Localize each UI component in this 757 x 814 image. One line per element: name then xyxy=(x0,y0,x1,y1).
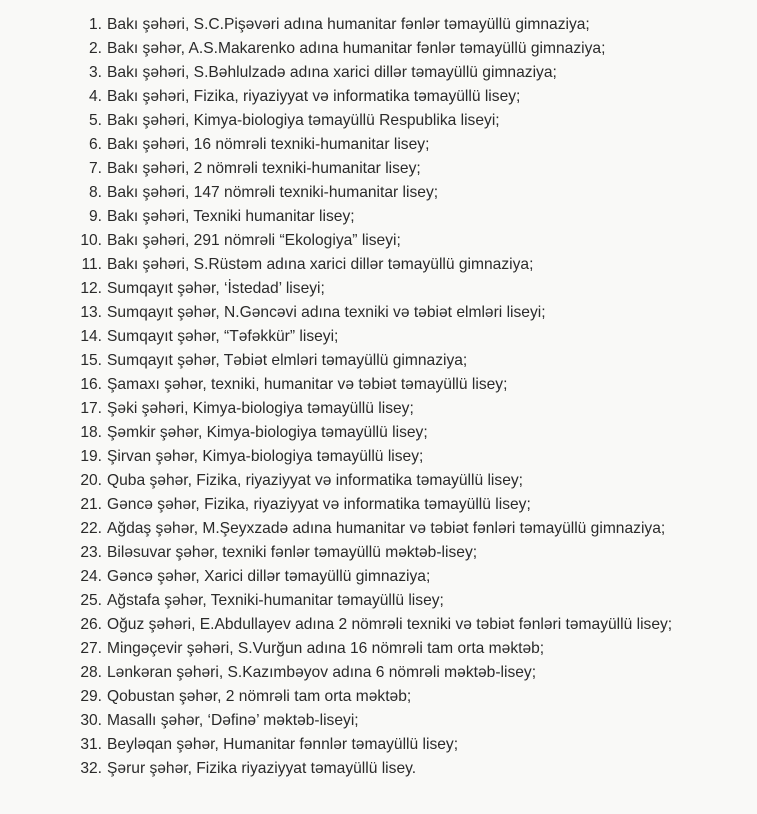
item-number: 24. xyxy=(80,568,102,585)
item-text: Ağdaş şəhər, M.Şeyxzadə adına humanitar və təbiət fənləri təmayüllü gimnaziya; xyxy=(107,520,666,537)
list-item xyxy=(0,445,757,469)
item-text: Bakı şəhəri, S.Bəhlulzadə adına xarici dillər təmayüllü gimnaziya; xyxy=(107,64,557,81)
item-number: 6. xyxy=(88,136,102,153)
item-number: 31. xyxy=(80,736,102,753)
item-text: Şərur şəhər, Fizika riyaziyyat təmayüllü lisey. xyxy=(107,760,417,777)
item-number: 2. xyxy=(88,40,102,57)
list-item xyxy=(0,757,757,781)
list-item xyxy=(0,181,757,205)
list-item xyxy=(0,589,757,613)
item-number: 26. xyxy=(80,616,102,633)
item-text: Beyləqan şəhər, Humanitar fənnlər təmayüllü lisey; xyxy=(107,736,459,753)
item-text: Bakı şəhəri, 291 nömrəli “Ekologiya” liseyi; xyxy=(107,232,401,249)
list-item xyxy=(0,349,757,373)
list-item xyxy=(0,373,757,397)
item-text: Bakı şəhəri, 147 nömrəli texniki-humanitar lisey; xyxy=(107,184,439,201)
list-item xyxy=(0,421,757,445)
item-number: 12. xyxy=(80,280,102,297)
list-item xyxy=(0,13,757,37)
item-text: Biləsuvar şəhər, texniki fənlər təmayüllü məktəb-lisey; xyxy=(107,544,478,561)
list-item xyxy=(0,229,757,253)
list-item xyxy=(0,157,757,181)
list-item xyxy=(0,301,757,325)
item-number: 20. xyxy=(80,472,102,489)
item-number: 5. xyxy=(88,112,102,129)
list-item xyxy=(0,637,757,661)
item-text: Bakı şəhəri, Texniki humanitar lisey; xyxy=(107,208,355,225)
item-number: 13. xyxy=(80,304,102,321)
item-text: Bakı şəhəri, Kimya-biologiya təmayüllü Respublika liseyi; xyxy=(107,112,500,129)
item-number: 22. xyxy=(80,520,102,537)
item-number: 1. xyxy=(88,16,102,33)
item-number: 23. xyxy=(80,544,102,561)
list-item xyxy=(0,253,757,277)
list-item xyxy=(0,205,757,229)
item-number: 25. xyxy=(80,592,102,609)
item-text: Şirvan şəhər, Kimya-biologiya təmayüllü lisey; xyxy=(107,448,424,465)
item-number: 15. xyxy=(80,352,102,369)
item-number: 21. xyxy=(80,496,102,513)
list-item xyxy=(0,397,757,421)
item-text: Şəki şəhəri, Kimya-biologiya təmayüllü lisey; xyxy=(107,400,414,417)
list-item xyxy=(0,613,757,637)
item-text: Masallı şəhər, ‘Dəfinə’ məktəb-liseyi; xyxy=(107,712,359,729)
item-number: 7. xyxy=(88,160,102,177)
list-item xyxy=(0,685,757,709)
item-text: Şamaxı şəhər, texniki, humanitar və təbiət təmayüllü lisey; xyxy=(107,376,508,393)
item-text: Şəmkir şəhər, Kimya-biologiya təmayüllü lisey; xyxy=(107,424,428,441)
list-item xyxy=(0,133,757,157)
item-number: 14. xyxy=(80,328,102,345)
list-item xyxy=(0,325,757,349)
item-number: 16. xyxy=(80,376,102,393)
item-text: Gəncə şəhər, Xarici dillər təmayüllü gimnaziya; xyxy=(107,568,431,585)
list-item xyxy=(0,277,757,301)
item-number: 19. xyxy=(80,448,102,465)
item-text: Bakı şəhəri, 2 nömrəli texniki-humanitar lisey; xyxy=(107,160,421,177)
item-text: Ağstafa şəhər, Texniki-humanitar təmayüllü lisey; xyxy=(107,592,444,609)
item-text: Sumqayıt şəhər, ‘İstedad’ liseyi; xyxy=(107,280,325,297)
list-item xyxy=(0,565,757,589)
list-item xyxy=(0,37,757,61)
list-item xyxy=(0,541,757,565)
item-text: Bakı şəhər, A.S.Makarenko adına humanitar fənlər təmayüllü gimnaziya; xyxy=(107,40,606,57)
list-item xyxy=(0,61,757,85)
item-text: Bakı şəhəri, Fizika, riyaziyyat və informatika təmayüllü lisey; xyxy=(107,88,521,105)
list-item xyxy=(0,733,757,757)
item-text: Bakı şəhəri, 16 nömrəli texniki-humanitar lisey; xyxy=(107,136,430,153)
item-number: 11. xyxy=(81,256,102,273)
item-number: 3. xyxy=(88,64,102,81)
list-item xyxy=(0,517,757,541)
item-text: Gəncə şəhər, Fizika, riyaziyyat və informatika təmayüllü lisey; xyxy=(107,496,531,513)
item-text: Sumqayıt şəhər, Təbiət elmləri təmayüllü gimnaziya; xyxy=(107,352,468,369)
item-number: 27. xyxy=(80,640,102,657)
item-number: 4. xyxy=(88,88,102,105)
item-text: Quba şəhər, Fizika, riyaziyyat və informatika təmayüllü lisey; xyxy=(107,472,523,489)
list-item xyxy=(0,469,757,493)
item-text: Lənkəran şəhəri, S.Kazımbəyov adına 6 nömrəli məktəb-lisey; xyxy=(107,664,537,681)
item-text: Bakı şəhəri, S.Rüstəm adına xarici dillər təmayüllü gimnaziya; xyxy=(107,256,534,273)
item-number: 18. xyxy=(80,424,102,441)
item-number: 32. xyxy=(80,760,102,777)
list-item xyxy=(0,709,757,733)
item-number: 17. xyxy=(80,400,102,417)
item-number: 28. xyxy=(80,664,102,681)
item-text: Qobustan şəhər, 2 nömrəli tam orta məktəb; xyxy=(107,688,412,705)
school-list xyxy=(0,13,757,781)
item-number: 29. xyxy=(80,688,102,705)
item-text: Bakı şəhəri, S.C.Pişəvəri adına humanitar fənlər təmayüllü gimnaziya; xyxy=(107,16,590,33)
item-text: Mingəçevir şəhəri, S.Vurğun adına 16 nömrəli tam orta məktəb; xyxy=(107,640,545,657)
item-text: Sumqayıt şəhər, “Təfəkkür” liseyi; xyxy=(107,328,339,345)
list-item xyxy=(0,661,757,685)
list-item xyxy=(0,493,757,517)
item-number: 8. xyxy=(88,184,102,201)
list-item xyxy=(0,109,757,133)
item-number: 10. xyxy=(80,232,102,249)
list-item xyxy=(0,85,757,109)
item-text: Sumqayıt şəhər, N.Gəncəvi adına texniki və təbiət elmləri liseyi; xyxy=(107,304,546,321)
item-number: 9. xyxy=(88,208,102,225)
item-number: 30. xyxy=(80,712,102,729)
item-text: Oğuz şəhəri, E.Abdullayev adına 2 nömrəli texniki və təbiət fənləri təmayüllü lisey; xyxy=(107,616,673,633)
